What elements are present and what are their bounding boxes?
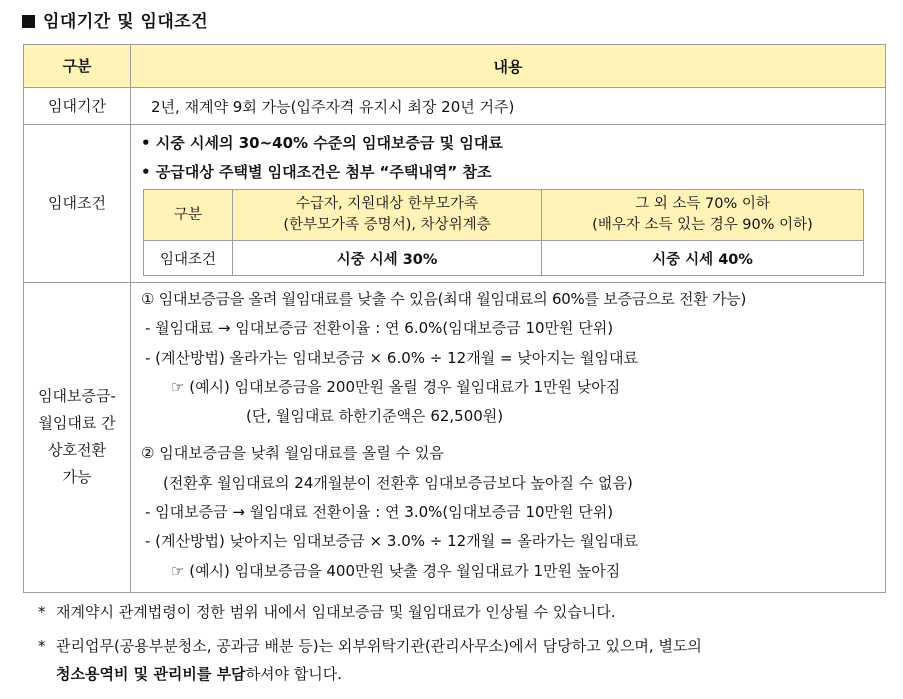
conversion-line: - (계산방법) 낮아지는 임대보증금 × 3.0% ÷ 12개월 = 올라가는 월임대료 bbox=[145, 532, 638, 551]
footnotes bbox=[38, 598, 886, 688]
table-row-conversion bbox=[24, 283, 886, 593]
section-title-text: 임대기간 및 임대조건 bbox=[43, 12, 209, 32]
inner-header-group1-line2: (한부모가족 증명서), 차상위계층 bbox=[283, 217, 491, 233]
footnote-2-text: 관리업무(공용부분청소, 공과금 배분 등)는 외부위탁기관(관리사무소)에서 담당하고 있으며, 별도의 bbox=[56, 637, 702, 655]
conditions-label: 임대조건 bbox=[24, 125, 131, 283]
conversion-line: ☞ (예시) 임대보증금을 400만원 낮출 경우 월임대료가 1만원 높아짐 bbox=[171, 561, 621, 580]
footnote-2 bbox=[38, 632, 886, 688]
table-row-conditions bbox=[24, 125, 886, 283]
conversion-content bbox=[131, 283, 886, 593]
footnote-2-body bbox=[56, 632, 702, 688]
footnote-2-tail: 하셔야 합니다. bbox=[245, 665, 343, 683]
inner-header-group1 bbox=[233, 190, 542, 241]
table-header-row bbox=[24, 45, 886, 88]
conditions-content bbox=[131, 125, 886, 283]
conditions-inner-table bbox=[143, 189, 864, 276]
conversion-label-line-2: 월임대료 간 bbox=[38, 414, 116, 433]
footnote-marker: * bbox=[38, 637, 46, 655]
conversion-line: (단, 월임대료 하한기준액은 62,500원) bbox=[246, 407, 504, 426]
inner-header-group2-line2: (배우자 소득 있는 경우 90% 이하) bbox=[592, 217, 813, 233]
footnote-1-text: 재계약시 관계법령이 정한 범위 내에서 임대보증금 및 월임대료가 인상될 수 있습니다. bbox=[56, 603, 616, 621]
conditions-bullet-1: • 시중 시세의 30~40% 수준의 임대보증금 및 임대료 bbox=[141, 134, 503, 152]
footnote-marker: * bbox=[38, 603, 46, 621]
header-content: 내용 bbox=[131, 45, 886, 88]
header-category: 구분 bbox=[24, 45, 131, 88]
footnote-2-emphasis: 청소용역비 및 관리비를 부담 bbox=[56, 665, 246, 683]
inner-header-row bbox=[144, 190, 864, 241]
inner-header-group2-line1: 그 외 소득 70% 이하 bbox=[635, 196, 770, 212]
inner-row-label: 임대조건 bbox=[144, 241, 233, 276]
conversion-line: - 월임대료 → 임대보증금 전환이율 : 연 6.0%(임대보증금 10만원 단위) bbox=[145, 319, 614, 338]
conditions-bullet-2: • 공급대상 주택별 임대조건은 첨부 “주택내역” 참조 bbox=[141, 163, 492, 181]
inner-row-group1-value: 시중 시세 30% bbox=[233, 241, 542, 276]
section-title bbox=[22, 7, 208, 32]
conversion-line: ② 임대보증금을 낮춰 월임대료를 올릴 수 있음 bbox=[141, 444, 444, 463]
table-row-period bbox=[24, 88, 886, 125]
period-text: 2년, 재계약 9회 가능(입주자격 유지시 최장 20년 거주) bbox=[131, 88, 886, 125]
inner-header-group1-line1: 수급자, 지원대상 한부모가족 bbox=[296, 196, 478, 212]
conversion-line: ☞ (예시) 임대보증금을 200만원 올릴 경우 월임대료가 1만원 낮아짐 bbox=[171, 377, 621, 396]
conversion-line: - (계산방법) 올라가는 임대보증금 × 6.0% ÷ 12개월 = 낮아지는 월임대료 bbox=[145, 348, 638, 367]
inner-data-row bbox=[144, 241, 864, 276]
conversion-label bbox=[24, 283, 131, 593]
conversion-label-line-4: 가능 bbox=[62, 468, 92, 487]
inner-header-category: 구분 bbox=[144, 190, 233, 241]
period-label: 임대기간 bbox=[24, 88, 131, 125]
square-bullet-icon bbox=[22, 15, 35, 28]
conversion-label-line-3: 상호전환 bbox=[48, 441, 106, 460]
conversion-label-line-1: 임대보증금- bbox=[38, 387, 116, 406]
footnote-1 bbox=[38, 598, 886, 626]
conversion-line: - 임대보증금 → 월임대료 전환이율 : 연 3.0%(임대보증금 10만원 단위) bbox=[145, 503, 614, 522]
conversion-line: (전환후 월임대료의 24개월분이 전환후 임대보증금보다 높아질 수 없음) bbox=[163, 473, 633, 492]
inner-header-group2 bbox=[542, 190, 864, 241]
inner-row-group2-value: 시중 시세 40% bbox=[542, 241, 864, 276]
conversion-line: ① 임대보증금을 올려 월임대료를 낮출 수 있음(최대 월임대료의 60%를 보증금으로 전환 가능) bbox=[141, 290, 747, 308]
rental-conditions-table bbox=[23, 44, 886, 593]
